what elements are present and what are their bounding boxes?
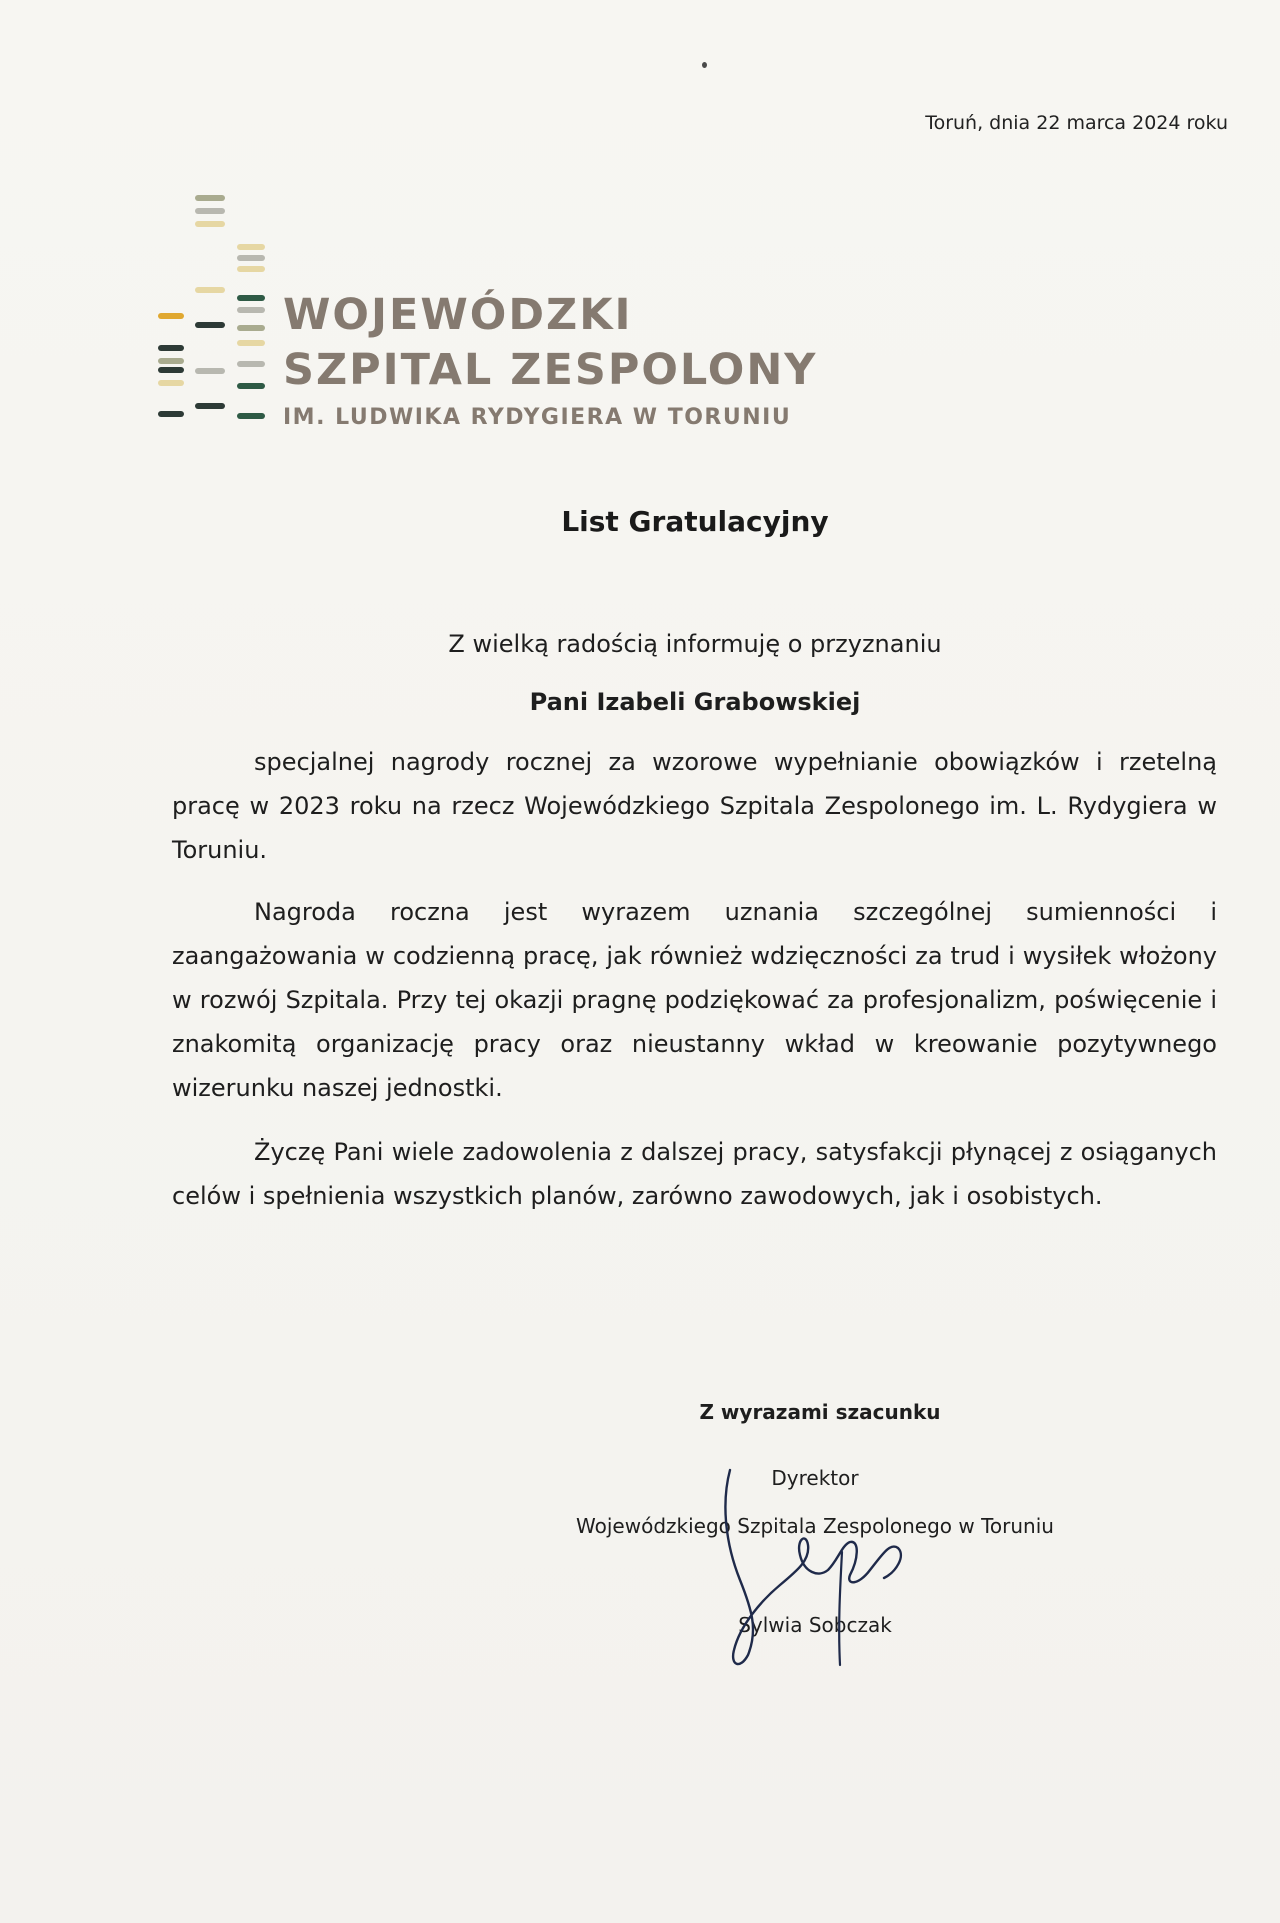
logo-bar — [195, 195, 225, 201]
signatory-name: Sylwia Sobczak — [738, 1613, 892, 1637]
body-paragraph-3: Życzę Pani wiele zadowolenia z dalszej pracy, satysfakcji płynącej z osiąganych celów i spełnienia wszystkich planów, zarówno zawodowych, jak i osobistych. — [172, 1138, 1217, 1210]
logo-bar — [195, 221, 225, 227]
logo-bar — [158, 380, 184, 386]
logo-line-2: SZPITAL ZESPOLONY — [283, 345, 818, 395]
paper-speck — [702, 62, 707, 68]
body-paragraph-2: Nagroda roczna jest wyrazem uznania szczególnej sumienności i zaangażowania w codzienną pracę, jak również wdzięczności za trud i wysiłek włożony w rozwój Szpitala. Przy tej okazji pragnę podziękować za profesjonalizm, poświęcenie i znakomitą organizację pracy oraz nieustanny wkład w kreowanie pozytywnego wizerunku naszej jednostki. — [172, 898, 1217, 1102]
logo-bar — [237, 295, 265, 301]
logo-bar — [237, 244, 265, 250]
letter-body — [172, 740, 1217, 1238]
logo-bar — [195, 208, 225, 214]
hospital-logo — [155, 195, 818, 435]
signature-stroke-descender — [839, 1552, 842, 1665]
logo-bar — [237, 325, 265, 331]
hospital-logo-bars-icon — [155, 195, 285, 435]
logo-bar — [158, 358, 184, 364]
logo-bar — [195, 368, 225, 374]
closing-line: Z wyrazami szacunku — [699, 1400, 941, 1424]
signature-stroke-main — [725, 1470, 900, 1664]
body-paragraph-1: specjalnej nagrody rocznej za wzorowe wypełnianie obowiązków i rzetelną pracę w 2023 roku na rzecz Wojewódzkiego Szpitala Zespolonego im. L. Rydygiera w Toruniu. — [172, 748, 1217, 864]
logo-bar — [237, 255, 265, 261]
logo-bar — [158, 313, 184, 319]
signatory-role: Dyrektor — [771, 1466, 859, 1490]
logo-bar — [195, 322, 225, 328]
logo-line-3: IM. LUDWIKA RYDYGIERA W TORUNIU — [283, 405, 792, 430]
letter-title: List Gratulacyjny — [561, 505, 829, 538]
logo-bar — [237, 307, 265, 313]
logo-bar — [158, 411, 184, 417]
logo-bar — [158, 367, 184, 373]
logo-bar — [195, 287, 225, 293]
logo-bar — [237, 413, 265, 419]
logo-bar — [237, 361, 265, 367]
handwritten-signature-icon — [700, 1460, 940, 1680]
logo-bar — [158, 345, 184, 351]
logo-bar — [195, 403, 225, 409]
intro-line: Z wielką radością informuję o przyznaniu — [448, 630, 942, 658]
signatory-institution: Wojewódzkiego Szpitala Zespolonego w Toruniu — [576, 1514, 1054, 1538]
logo-bar — [237, 383, 265, 389]
logo-bar — [237, 340, 265, 346]
logo-bar — [237, 266, 265, 272]
logo-line-1: WOJEWÓDZKI — [283, 290, 633, 340]
date-line: Toruń, dnia 22 marca 2024 roku — [925, 112, 1228, 134]
recipient-name: Pani Izabeli Grabowskiej — [529, 688, 861, 716]
